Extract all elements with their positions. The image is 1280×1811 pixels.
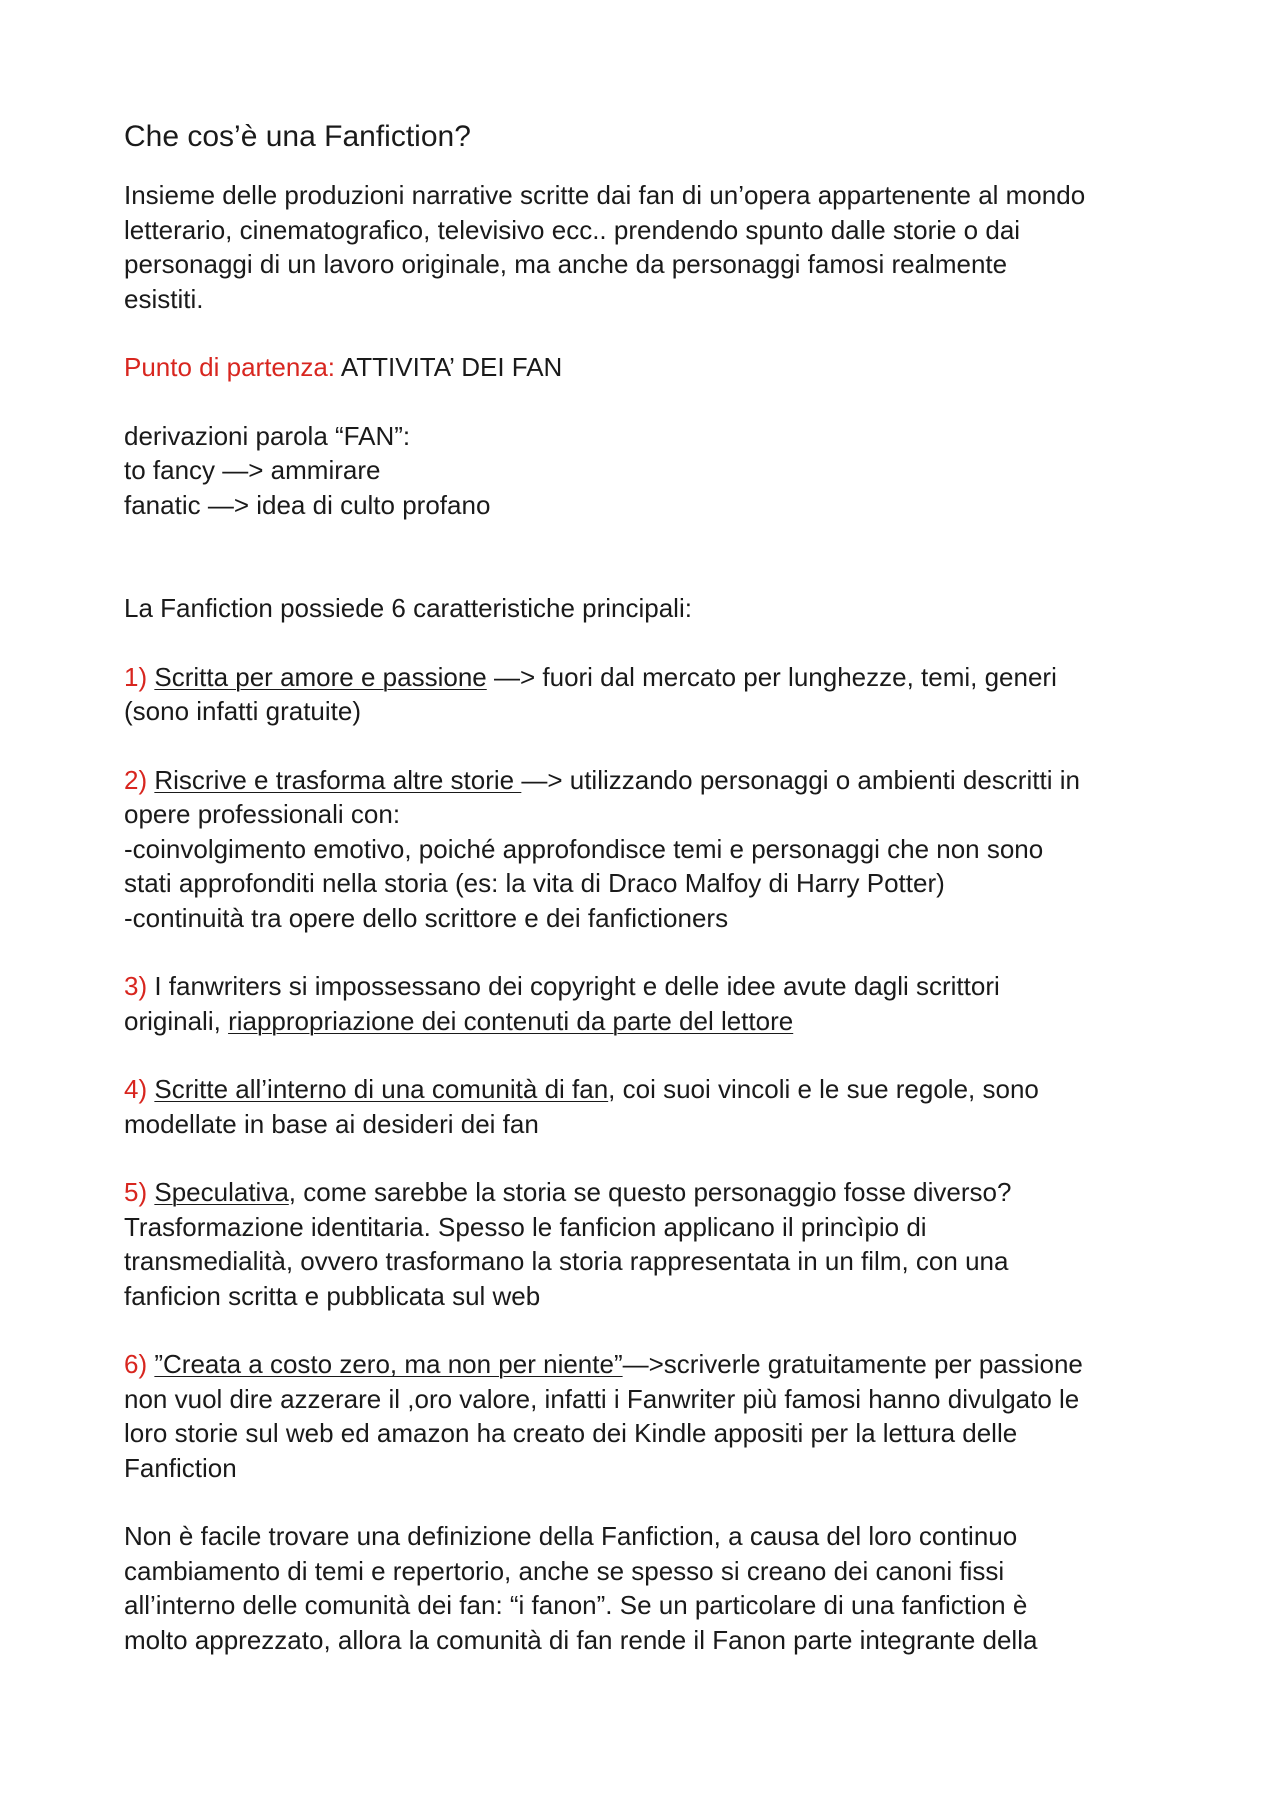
feature-title: Scritte all’interno di una comunità di fan — [154, 1074, 609, 1104]
feature-item-6 — [124, 1347, 1184, 1485]
feature-text: —>scriverle gratuitamente per passione — [622, 1349, 1083, 1379]
feature-text: —> fuori dal mercato per lunghezze, temi, generi — [486, 661, 1057, 692]
feature-number: 3) — [124, 971, 148, 1001]
closing-line: all’interno delle comunità dei fan: “i fanon”. Se un particolare di una fanfiction è — [124, 1590, 1028, 1620]
document-body — [124, 118, 1184, 1657]
feature-number: 6) — [124, 1349, 148, 1379]
page-title: Che cos’è una Fanfiction? — [124, 120, 471, 153]
feature-title: Speculativa — [154, 1177, 289, 1207]
feature-number: 5) — [124, 1177, 148, 1207]
feature-text: stati approfonditi nella storia (es: la vita di Draco Malfoy di Harry Potter) — [124, 868, 945, 898]
feature-text: (sono infatti gratuite) — [124, 696, 362, 726]
feature-item-2 — [124, 763, 1184, 936]
feature-text: fanficion scritta e pubblicata sul web — [124, 1280, 541, 1311]
feature-title: Scritta per amore e passione — [154, 661, 487, 692]
feature-item-4 — [124, 1072, 1184, 1141]
closing-line: molto apprezzato, allora la comunità di fan rende il Fanon parte integrante della — [124, 1624, 1038, 1655]
feature-item-5 — [124, 1175, 1184, 1313]
feature-item-3 — [124, 969, 1184, 1038]
features-intro: La Fanfiction possiede 6 caratteristiche principali: — [124, 593, 692, 623]
intro-paragraph — [124, 178, 1184, 316]
feature-text: originali, — [124, 1005, 229, 1036]
feature-text: I fanwriters si impossessano dei copyright e delle idee avute dagli scrittori — [147, 971, 1000, 1001]
feature-number: 1) — [124, 661, 148, 692]
starting-point-value: ATTIVITA’ DEI FAN — [335, 352, 563, 382]
intro-line: letterario, cinematografico, televisivo ecc.. prendendo spunto dalle storie o dai — [124, 214, 1021, 245]
starting-point-label: Punto di partenza: — [124, 352, 336, 382]
feature-text: , coi suoi vincoli e le sue regole, sono — [608, 1074, 1039, 1104]
feature-text: modellate in base ai desideri dei fan — [124, 1108, 539, 1139]
intro-line: esistiti. — [124, 283, 204, 314]
feature-number: 2) — [124, 764, 148, 795]
derivation-item: to fancy —> ammirare — [124, 455, 381, 485]
intro-line: Insieme delle produzioni narrative scritte dai fan di un’opera appartenente al mondo — [124, 180, 1086, 210]
derivations-block — [124, 419, 1184, 523]
feature-text: , come sarebbe la storia se questo personaggio fosse diverso? — [288, 1177, 1012, 1207]
derivations-heading: derivazioni parola “FAN”: — [124, 420, 411, 451]
feature-number: 4) — [124, 1074, 148, 1104]
feature-text: opere professionali con: — [124, 799, 401, 829]
derivation-item: fanatic —> idea di culto profano — [124, 489, 491, 520]
closing-paragraph — [124, 1519, 1184, 1657]
feature-title: riappropriazione dei contenuti da parte del lettore — [228, 1005, 794, 1036]
feature-text: -continuità tra opere dello scrittore e dei fanfictioners — [124, 902, 729, 933]
feature-title: Riscrive e trasforma altre storie — [154, 764, 522, 795]
feature-title: ”Creata a costo zero, ma non per niente” — [154, 1349, 623, 1379]
feature-text: non vuol dire azzerare il ,oro valore, infatti i Fanwriter più famosi hanno divulgato le — [124, 1383, 1080, 1414]
closing-line: cambiamento di temi e repertorio, anche se spesso si creano dei canoni fissi — [124, 1555, 1005, 1586]
feature-text: -coinvolgimento emotivo, poiché approfondisce temi e personaggi che non sono — [124, 833, 1044, 864]
starting-point — [124, 350, 1184, 385]
feature-text: —> utilizzando personaggi o ambienti descritti in — [521, 764, 1080, 795]
feature-text: loro storie sul web ed amazon ha creato dei Kindle appositi per la lettura delle — [124, 1418, 1018, 1448]
intro-line: personaggi di un lavoro originale, ma anche da personaggi famosi realmente — [124, 249, 1008, 279]
feature-text: transmedialità, ovvero trasformano la storia rappresentata in un film, con una — [124, 1246, 1009, 1276]
feature-text: Trasformazione identitaria. Spesso le fanficion applicano il princìpio di — [124, 1211, 927, 1242]
closing-line: Non è facile trovare una definizione della Fanfiction, a causa del loro continuo — [124, 1521, 1018, 1551]
feature-item-1 — [124, 660, 1184, 729]
feature-text: Fanfiction — [124, 1452, 237, 1483]
